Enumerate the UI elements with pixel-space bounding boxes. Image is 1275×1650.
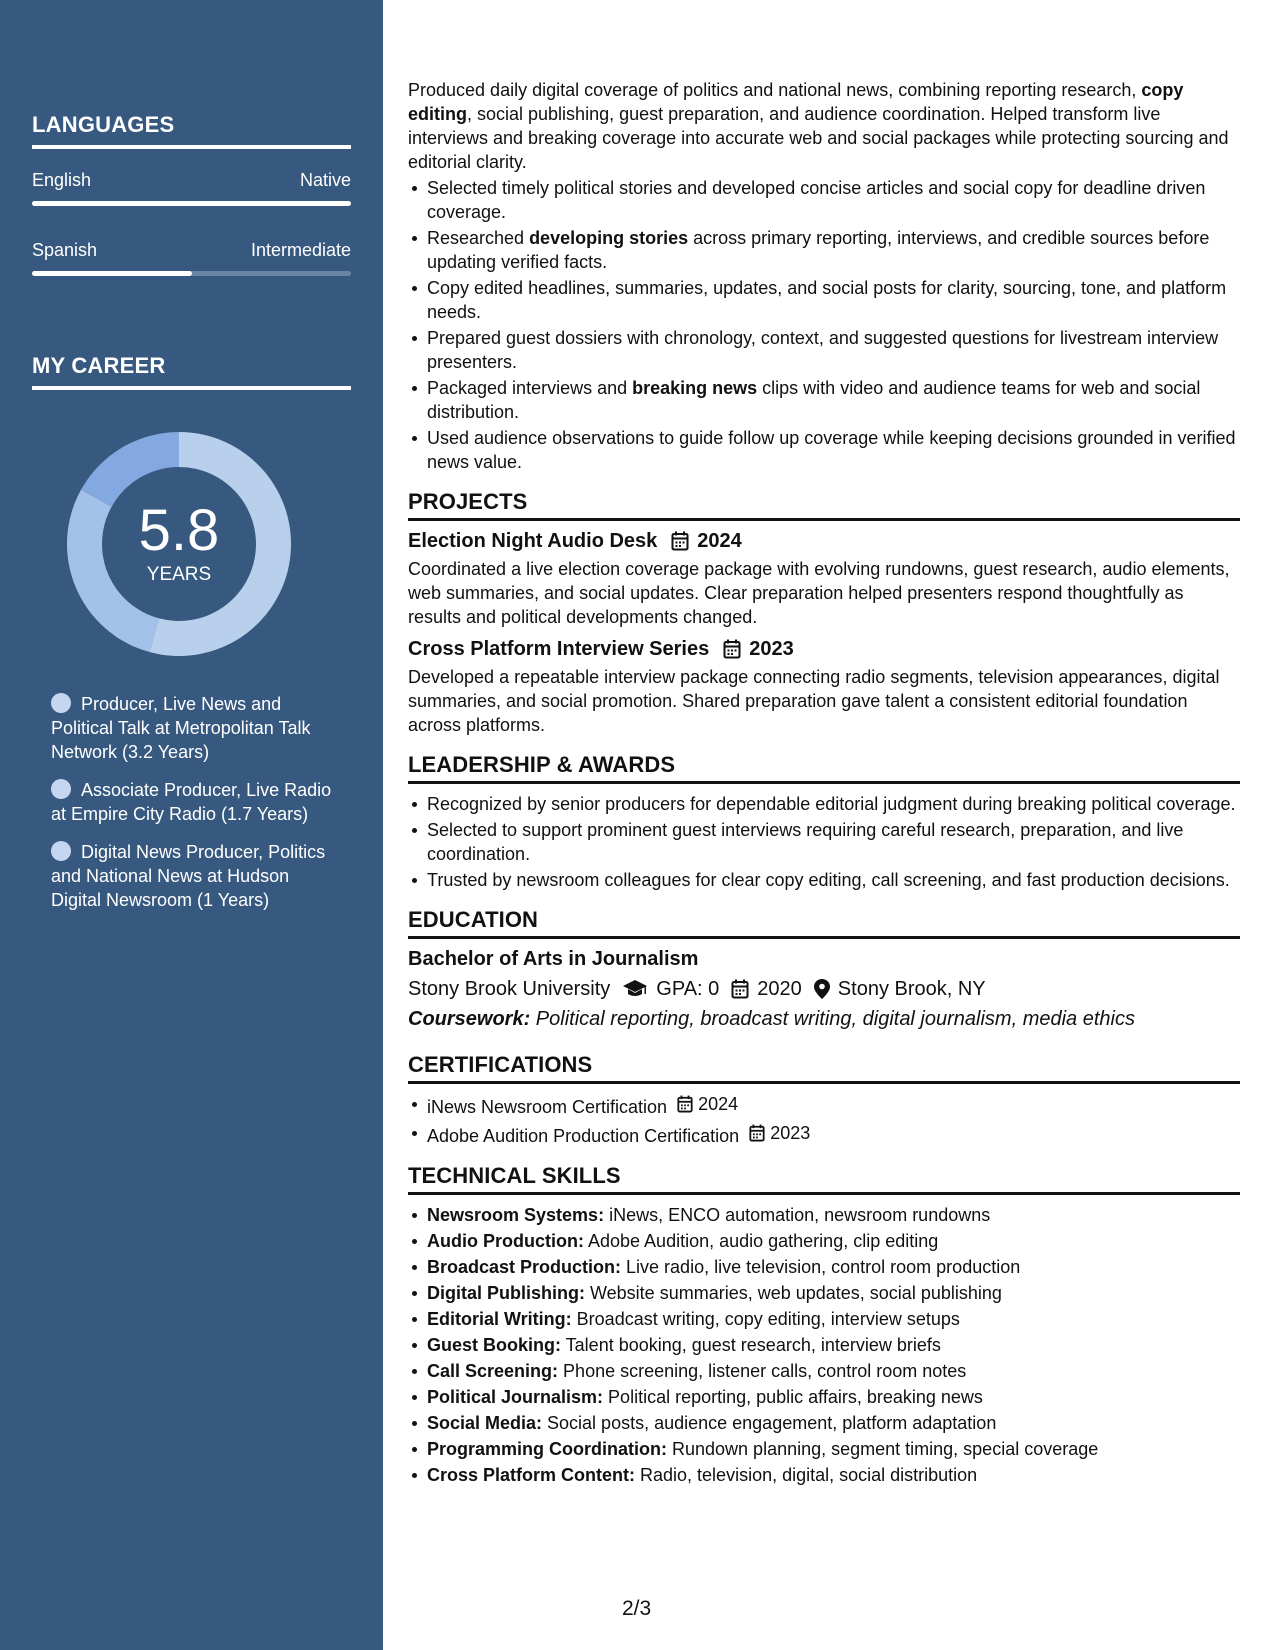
certification-item — [408, 1121, 1240, 1148]
career-list — [51, 692, 341, 926]
language-bar-english — [32, 201, 351, 206]
coursework — [408, 1007, 1240, 1031]
career-total-years: 5.8 — [138, 498, 220, 563]
experience-bullets — [408, 176, 1240, 474]
graduation-year: 2020 — [757, 978, 802, 1000]
education-degree: Bachelor of Arts in Journalism — [408, 948, 699, 970]
language-row-spanish — [32, 240, 351, 261]
experience-bullet: Packaged interviews and breaking news clips with video and audience teams for web and social distribution. — [408, 376, 1240, 424]
project-header — [408, 529, 1240, 553]
experience-bullet: Prepared guest dossiers with chronology, context, and suggested questions for livestream interview presenters. — [408, 326, 1240, 374]
career-item-text: Producer, Live News and Political Talk at Metropolitan Talk Network (3.2 Years) — [51, 694, 311, 762]
certification-name: Adobe Audition Production Certification — [427, 1126, 740, 1146]
career-donut-center — [66, 431, 292, 657]
project-year: 2023 — [749, 638, 794, 660]
graduation-cap-icon — [622, 979, 648, 999]
career-heading: MY CAREER — [32, 353, 351, 390]
grad-year-wrap — [731, 977, 802, 1001]
project-name: Election Night Audio Desk — [408, 530, 658, 552]
skill-item: Cross Platform Content: Radio, television, digital, social distribution — [408, 1463, 1240, 1487]
language-row-english — [32, 170, 351, 191]
page-number: 2/3 — [622, 1597, 652, 1620]
coursework-label: Coursework: — [408, 1008, 531, 1030]
school-wrap — [408, 977, 610, 1001]
skill-item: Newsroom Systems: iNews, ENCO automation, newsroom rundowns — [408, 1203, 1240, 1227]
career-item-text: Digital News Producer, Politics and National News at Hudson Digital Newsroom (1 Years) — [51, 842, 326, 910]
leadership-item: Selected to support prominent guest interviews requiring careful research, preparation, and live coordination. — [408, 818, 1240, 866]
certification-year: 2023 — [770, 1123, 811, 1143]
cert-year-wrap — [677, 1092, 738, 1116]
certification-item — [408, 1092, 1240, 1119]
skill-item: Social Media: Social posts, audience engagement, platform adaptation — [408, 1411, 1240, 1435]
leadership-list — [408, 792, 1240, 892]
project-description: Coordinated a live election coverage package with evolving rundowns, guest research, audio elements, web summaries, and social updates. Clear preparation helped presenters respond thoughtfully as results and political developments changed. — [408, 559, 1230, 627]
career-years-unit: YEARS — [146, 564, 212, 585]
coursework-text: Political reporting, broadcast writing, digital journalism, media ethics — [530, 1008, 1135, 1030]
calendar-icon — [731, 979, 749, 999]
experience-summary — [408, 78, 1240, 174]
career-dot-icon — [51, 841, 71, 861]
school-name: Stony Brook University — [408, 978, 611, 1000]
project-name: Cross Platform Interview Series — [408, 638, 710, 660]
language-level: Intermediate — [250, 240, 351, 260]
education-location: Stony Brook, NY — [837, 978, 986, 1000]
skill-item: Broadcast Production: Live radio, live television, control room production — [408, 1255, 1240, 1279]
skills-list — [408, 1203, 1240, 1487]
skill-item: Call Screening: Phone screening, listener calls, control room notes — [408, 1359, 1240, 1383]
skill-item: Guest Booking: Talent booking, guest research, interview briefs — [408, 1333, 1240, 1357]
career-dot-icon — [51, 779, 71, 799]
education-details — [408, 977, 1240, 1001]
certification-year: 2024 — [698, 1094, 739, 1114]
experience-bullet: Used audience observations to guide follow up coverage while keeping decisions grounded in verified news value. — [408, 426, 1240, 474]
summary-bold: copy editing — [408, 80, 1184, 124]
project-year-wrap — [671, 529, 742, 553]
project-year-wrap — [723, 637, 794, 661]
projects-heading: PROJECTS — [408, 490, 1240, 521]
career-item — [51, 840, 341, 912]
experience-bullet: Copy edited headlines, summaries, updates, and social posts for clarity, sourcing, tone, and platform needs. — [408, 276, 1240, 324]
skills-heading: TECHNICAL SKILLS — [408, 1164, 1240, 1195]
project-description: Developed a repeatable interview package connecting radio segments, television appearances, digital summaries, and social promotion. Shared preparation gave talent a consistent editorial foundation across platforms. — [408, 667, 1220, 735]
leadership-item: Trusted by newsroom colleagues for clear copy editing, call screening, and fast production decisions. — [408, 868, 1240, 892]
career-item — [51, 778, 341, 826]
certifications-heading: CERTIFICATIONS — [408, 1053, 1240, 1084]
language-level: Native — [299, 170, 351, 190]
calendar-icon — [677, 1095, 693, 1113]
project-header — [408, 637, 1240, 661]
career-item — [51, 692, 341, 764]
language-bar-fill — [32, 271, 192, 276]
language-bar-fill — [32, 201, 351, 206]
certification-name: iNews Newsroom Certification — [427, 1097, 668, 1117]
gpa-wrap — [622, 977, 719, 1001]
experience-bullet: Selected timely political stories and developed concise articles and social copy for deadline driven coverage. — [408, 176, 1240, 224]
summary-text: Produced daily digital coverage of politics and national news, combining reporting research, — [408, 80, 1142, 100]
main-content — [408, 78, 1240, 1489]
leadership-heading: LEADERSHIP & AWARDS — [408, 753, 1240, 784]
language-name: Spanish — [32, 240, 98, 260]
skill-item: Programming Coordination: Rundown planning, segment timing, special coverage — [408, 1437, 1240, 1461]
gpa-value: GPA: 0 — [656, 978, 720, 1000]
career-dot-icon — [51, 693, 71, 713]
leadership-item: Recognized by senior producers for dependable editorial judgment during breaking political coverage. — [408, 792, 1240, 816]
languages-heading: LANGUAGES — [32, 112, 351, 149]
skill-item: Political Journalism: Political reporting, public affairs, breaking news — [408, 1385, 1240, 1409]
location-wrap — [814, 977, 986, 1001]
calendar-icon — [749, 1124, 765, 1142]
calendar-icon — [671, 531, 689, 551]
skill-item: Editorial Writing: Broadcast writing, copy editing, interview setups — [408, 1307, 1240, 1331]
language-name: English — [32, 170, 92, 190]
summary-text: , social publishing, guest preparation, and audience coordination. Helped transform live interviews and breaking coverage into accurate web and social packages while protecting sourcing and editorial clarity. — [408, 104, 1229, 172]
experience-bullet: Researched developing stories across primary reporting, interviews, and credible sources before updating verified facts. — [408, 226, 1240, 274]
skill-item: Digital Publishing: Website summaries, web updates, social publishing — [408, 1281, 1240, 1305]
cert-year-wrap — [749, 1121, 810, 1145]
skill-item: Audio Production: Adobe Audition, audio gathering, clip editing — [408, 1229, 1240, 1253]
calendar-icon — [723, 639, 741, 659]
language-bar-spanish — [32, 271, 351, 276]
career-item-text: Associate Producer, Live Radio at Empire City Radio (1.7 Years) — [51, 780, 332, 824]
sidebar — [0, 0, 383, 1650]
certifications-list — [408, 1092, 1240, 1148]
education-heading: EDUCATION — [408, 908, 1240, 939]
map-pin-icon — [814, 979, 830, 999]
project-year: 2024 — [697, 530, 742, 552]
